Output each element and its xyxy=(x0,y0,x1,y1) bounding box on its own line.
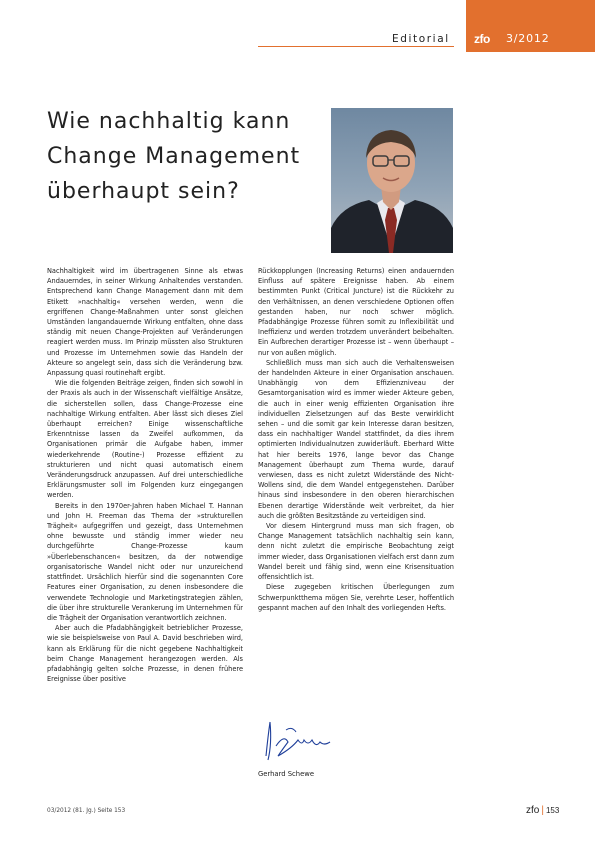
footer-citation: 03/2012 (81. Jg.) Seite 153 xyxy=(47,808,126,814)
body-paragraph: Nachhaltigkeit wird im übertragenen Sinne als etwas Andauerndes, in seiner Wirkung Anhaltendes verstanden. Entsprechend kann Change Management dann mit dem Etikett »nachhaltig« versehen werden, wenn die ergriffenen Change-Maßnahmen unter sonst gleichen Umständen langandauernde Wirkung entfalten, ohne dass ständig mit neuen Change-Projekten auf Veränderungen reagiert werden muss. Im Prinzip müssten also Strukturen und Prozesse im Unternehmen sowie das Handeln der Akteure so angelegt sein, dass sich die Veränderung bzw. Anpassung quasi routinehaft ergibt. xyxy=(47,267,243,378)
title-line: Change Management xyxy=(47,144,301,169)
body-paragraph: Rückkopplungen (Increasing Returns) einen andauernden Einfluss auf spätere Ereignisse haben. Ab einem bestimmten Punkt (Critical Juncture) ist die Rückkehr zu den Verhältnissen, an denen verschiedene Optionen offen gestanden haben, nur noch schwer möglich. Pfadabhängige Prozesse führen somit zu Inflexibilität und Ineffizienz und werden trotzdem unverändert beibehalten. Ein Aufbrechen derartiger Prozesse ist – wenn überhaupt – nur von außen möglich. xyxy=(258,267,454,357)
signer-name: Gerhard Schewe xyxy=(258,770,315,778)
portrait-illustration xyxy=(331,108,453,253)
article-title xyxy=(47,104,327,209)
body-paragraph: Vor diesem Hintergrund muss man sich fragen, ob Change Management tatsächlich nachhaltig sein kann, denn nicht zuletzt die empirische Beobachtung zeigt immer wieder, dass Organisationen vielfach erst dann zum Wandel bereit und fähig sind, wenn eine Krisensituation offensichtlich ist. xyxy=(258,522,454,582)
zfo-logo: zfo xyxy=(474,32,490,46)
body-paragraph: Bereits in den 1970er-Jahren haben Michael T. Hannan und John H. Freeman das Thema der »strukturellen Trägheit« aufgegriffen und gezeigt, dass Unternehmen ohne bewusste und ständig immer wieder neu durchgeführte Change-Prozesse kaum »Überlebenschancen« besitzen, da der notwendige organisatorische Wandel nicht oder nur unzureichend stattfindet. Ursächlich hierfür sind die sogenannten Core Features einer Organisation, zu denen insbesondere die verwendete Technologie und Marketingstrategien zählen, die über ihre strukturelle Verankerung im Unternehmen für die Trägheit der Organisation verantwortlich zeichnen. xyxy=(47,501,243,622)
footer-page-marker xyxy=(526,805,559,816)
article-column-left xyxy=(47,266,243,684)
header-rule xyxy=(258,46,454,47)
page-number: 153 xyxy=(545,806,560,815)
title-line: Wie nachhaltig kann xyxy=(47,109,291,134)
body-paragraph: Aber auch die Pfadabhängigkeit betrieblicher Prozesse, wie sie beispielsweise von Paul A. David beschrieben wird, kann als Erklärung für die nicht gegebene Nachhaltigkeit beim Change Management herangezogen werden. Als pfadabhängig gelten solche Prozesse, in denen frühere Ereignisse über positive xyxy=(47,624,243,684)
issue-number: 3/2012 xyxy=(506,32,550,45)
issue-tab xyxy=(466,0,595,52)
article-column-right xyxy=(258,266,454,613)
body-paragraph: Wie die folgenden Beiträge zeigen, finden sich sowohl in der Praxis als auch in der Wissenschaft vielfältige Ansätze, die sicherstellen sollen, dass Change-Prozesse eine nachhaltige Wirkung entfalten. Aber lässt sich dieses Ziel überhaupt erreichen? Einige wissenschaftliche Erkenntnisse lassen da Zweifel aufkommen, da Organisationen primär die Aufgabe haben, immer wiederkehrende (Routine-) Prozesse effizient zu strukturieren und nicht quasi automatisch einem Veränderungsdruck anzupassen. Auf drei unterschiedliche Erklärungsmuster soll im Folgenden kurz eingegangen werden. xyxy=(47,379,243,500)
section-label: Editorial xyxy=(392,33,450,45)
title-line: überhaupt sein? xyxy=(47,179,240,204)
footer-separator: | xyxy=(541,805,544,816)
body-paragraph: Diese zugegeben kritischen Überlegungen zum Schwerpunktthema mögen Sie, verehrte Leser, hoffentlich gespannt machen auf den Inhalt des vorliegenden Hefts. xyxy=(258,583,454,612)
handwritten-signature xyxy=(258,716,338,766)
body-paragraph: Schließlich muss man sich auch die Verhaltensweisen der handelnden Akteure in einer Organisation anschauen. Unabhängig von dem Effizienzniveau der Gesamtorganisation wird es immer wieder Akteure geben, die auch in einer wenig effizienten Organisation ihre individuellen Zielsetzungen auf das Beste verwirklicht sehen – und die somit gar kein Interesse daran besitzen, dass ein nachhaltiger Wandel stattfindet, da dies ihrem optimierten Individualnutzen zuwiderläuft. Eberhard Witte hat hier bereits 1976, lange bevor das Change Management überhaupt zum Thema wurde, darauf verwiesen, dass es nicht zuletzt Widerstände des Nicht-Wollens sind, die dem Wandel entgegenstehen. Darüber hinaus sind insbesondere in den oberen hierarchischen Ebenen derartige Widerstände weit verbreitet, da hier auch die größten Besitzstände zu verteidigen sind. xyxy=(258,358,454,520)
author-portrait-photo xyxy=(331,108,453,253)
signature-graphic xyxy=(258,716,338,766)
footer-logo: zfo xyxy=(526,805,540,816)
